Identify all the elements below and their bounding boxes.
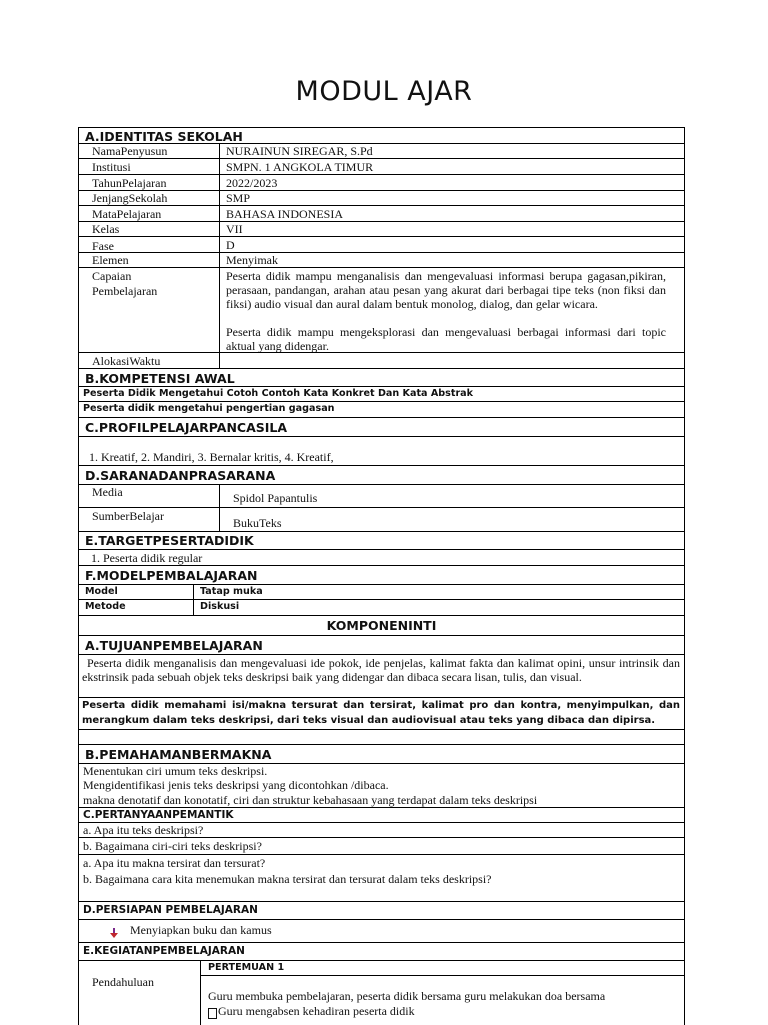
modul-table: [78, 127, 685, 1025]
row-label: SumberBelajar: [92, 509, 164, 523]
row-label: Metode: [85, 601, 126, 612]
table-row: [79, 253, 684, 268]
section-header-target: [79, 532, 684, 550]
section-header-sarana: [79, 466, 684, 485]
section-header-komponen: [79, 616, 684, 636]
pertanyaan-item: a. Apa itu makna tersirat dan tersurat?: [83, 856, 266, 870]
section-header-identitas: [79, 128, 684, 144]
section-header-kegiatan: [79, 943, 684, 961]
row-value: Menyimak: [226, 253, 278, 267]
table-row: [79, 585, 684, 600]
kegiatan-line: Guru membuka pembelajaran, peserta didik bersama guru melakukan doa bersama: [208, 989, 606, 1003]
section-title: KOMPONENINTI: [326, 618, 437, 633]
section-title: E.TARGETPESERTADIDIK: [85, 533, 254, 548]
row-value: BukuTeks: [233, 516, 282, 530]
pertanyaan-item: b. Bagaimana ciri-ciri teks deskripsi?: [83, 839, 262, 853]
row-value: Spidol Papantulis: [233, 491, 318, 505]
table-row: [79, 600, 684, 616]
row-label: Elemen: [92, 253, 129, 267]
section-header-profil: [79, 418, 684, 437]
table-row: [79, 485, 684, 508]
text-row: [79, 402, 684, 418]
capaian-text: Peserta didik mampu menganalisis dan mengevaluasi informasi berupa gagasan,pikiran, perasaan, pandangan, arahan atau pesan yang akurat dari berbagai tipe teks (non fiksi dan fiksi) audio visual dan aural dalam bentuk monolog, dialog, dan gelar wicara.: [226, 269, 666, 311]
section-header-persiapan: [79, 902, 684, 920]
row-label: NamaPenyusun: [92, 144, 168, 158]
capaian-row: [79, 268, 684, 353]
table-row: [79, 206, 684, 222]
table-row: [79, 159, 684, 175]
row-value: SMPN. 1 ANGKOLA TIMUR: [226, 160, 374, 174]
row-value: Diskusi: [200, 601, 240, 612]
row-value: Tatap muka: [200, 586, 263, 597]
checkbox-icon: [208, 1006, 218, 1024]
kompetensi-line: Peserta Didik Mengetahui Cotoh Contoh Kata Konkret Dan Kata Abstrak: [83, 388, 474, 399]
table-row: [79, 508, 684, 532]
table-row: [79, 237, 684, 253]
row-value: D: [226, 238, 235, 252]
section-title: C.PERTANYAANPEMANTIK: [83, 809, 234, 821]
text-row: [79, 764, 684, 808]
pertemuan-label: PERTEMUAN 1: [208, 962, 285, 973]
row-label: TahunPelajaran: [92, 176, 167, 190]
section-title: C.PROFILPELAJARPANCASILA: [85, 420, 288, 435]
text-row: [79, 387, 684, 402]
tujuan-para: Peserta didik memahami isi/makna tersurat dan tersirat, kalimat pro dan kontra, menyimpulkan, dan merangkum dalam teks deskripsi, dari teks visual dan audiovisual atau teks yang dibaca dan dipirsa.: [82, 700, 680, 726]
section-title: B.KOMPETENSI AWAL: [85, 371, 235, 386]
pemahaman-line: Menentukan ciri umum teks deskripsi.: [83, 764, 268, 778]
section-header-pertanyaan: [79, 808, 684, 823]
text-row: [79, 550, 684, 566]
capaian-text: Peserta didik mampu mengeksplorasi dan mengevaluasi berbagai informasi dari topic aktual yang didengar.: [226, 325, 666, 353]
text-row: [79, 855, 684, 902]
section-header-tujuan: [79, 636, 684, 655]
section-header-pemahaman: [79, 745, 684, 764]
row-value: 2022/2023: [226, 176, 278, 190]
alokasi-row: [79, 353, 684, 369]
pertanyaan-item: b. Bagaimana cara kita menemukan makna tersirat dan tersurat dalam teks deskripsi?: [83, 872, 492, 886]
table-row: [79, 144, 684, 159]
section-title: D.PERSIAPAN PEMBELAJARAN: [83, 904, 258, 916]
pemahaman-line: Mengidentifikasi jenis teks deskripsi yang dicontohkan /dibaca.: [83, 778, 389, 792]
row-label: Institusi: [92, 160, 131, 174]
page-title: MODUL AJAR: [295, 76, 473, 107]
kompetensi-line: Peserta didik mengetahui pengertian gagasan: [83, 403, 335, 414]
row-label: Fase: [92, 239, 114, 253]
section-header-kompetensi: [79, 369, 684, 387]
tujuan-para: Peserta didik menganalisis dan mengevaluasi ide pokok, ide penjelas, kalimat fakta dan kalimat opini, unsur intrinsik dan ekstrinsik pada sebuah objek teks deskripsi baik yang didengar dan dibaca secara lisan, tulis, dan visual.: [82, 656, 680, 684]
kegiatan-line: Guru mengabsen kehadiran peserta didik: [218, 1004, 415, 1018]
section-title: F.MODELPEMBALAJARAN: [85, 568, 258, 583]
row-label: Pembelajaran: [92, 284, 158, 298]
row-value: BAHASA INDONESIA: [226, 207, 344, 221]
row-value: SMP: [226, 191, 251, 205]
section-title: E.KEGIATANPEMBELAJARAN: [83, 945, 245, 957]
pertanyaan-item: a. Apa itu teks deskripsi?: [83, 823, 204, 837]
target-text: 1. Peserta didik regular: [91, 551, 203, 565]
text-row: [79, 437, 684, 466]
row-label: Capaian: [92, 269, 132, 283]
persiapan-item: Menyiapkan buku dan kamus: [130, 923, 272, 937]
row-value: VII: [226, 222, 243, 236]
row-label: MataPelajaran: [92, 207, 162, 221]
pemahaman-line: makna denotatif dan konotatif, ciri dan struktur kebahasaan yang terdapat dalam teks deskripsi: [83, 793, 538, 807]
text-row: [79, 823, 684, 838]
text-row: [79, 655, 684, 698]
table-row: [79, 175, 684, 191]
section-title: A.IDENTITAS SEKOLAH: [85, 129, 243, 144]
empty-row: [79, 730, 684, 745]
row-label: Model: [85, 586, 118, 597]
kegiatan-table: [79, 961, 684, 1025]
text-row: [79, 838, 684, 855]
section-title: A.TUJUANPEMBELAJARAN: [85, 638, 263, 653]
pendahuluan-label: Pendahuluan: [92, 975, 154, 989]
text-row: [79, 698, 684, 730]
row-label: Media: [92, 485, 123, 499]
row-label: Kelas: [92, 222, 120, 236]
profil-text: 1. Kreatif, 2. Mandiri, 3. Bernalar kritis, 4. Kreatif,: [89, 450, 334, 464]
row-label: JenjangSekolah: [92, 191, 168, 205]
table-row: [79, 191, 684, 206]
table-row: [79, 222, 684, 237]
section-header-model: [79, 566, 684, 585]
arrow-bullet-icon: [109, 925, 119, 943]
row-label: AlokasiWaktu: [92, 354, 161, 368]
row-value: NURAINUN SIREGAR, S.Pd: [226, 144, 373, 158]
section-title: B.PEMAHAMANBERMAKNA: [85, 747, 272, 762]
text-row: [79, 920, 684, 943]
section-title: D.SARANADANPRASARANA: [85, 468, 276, 483]
